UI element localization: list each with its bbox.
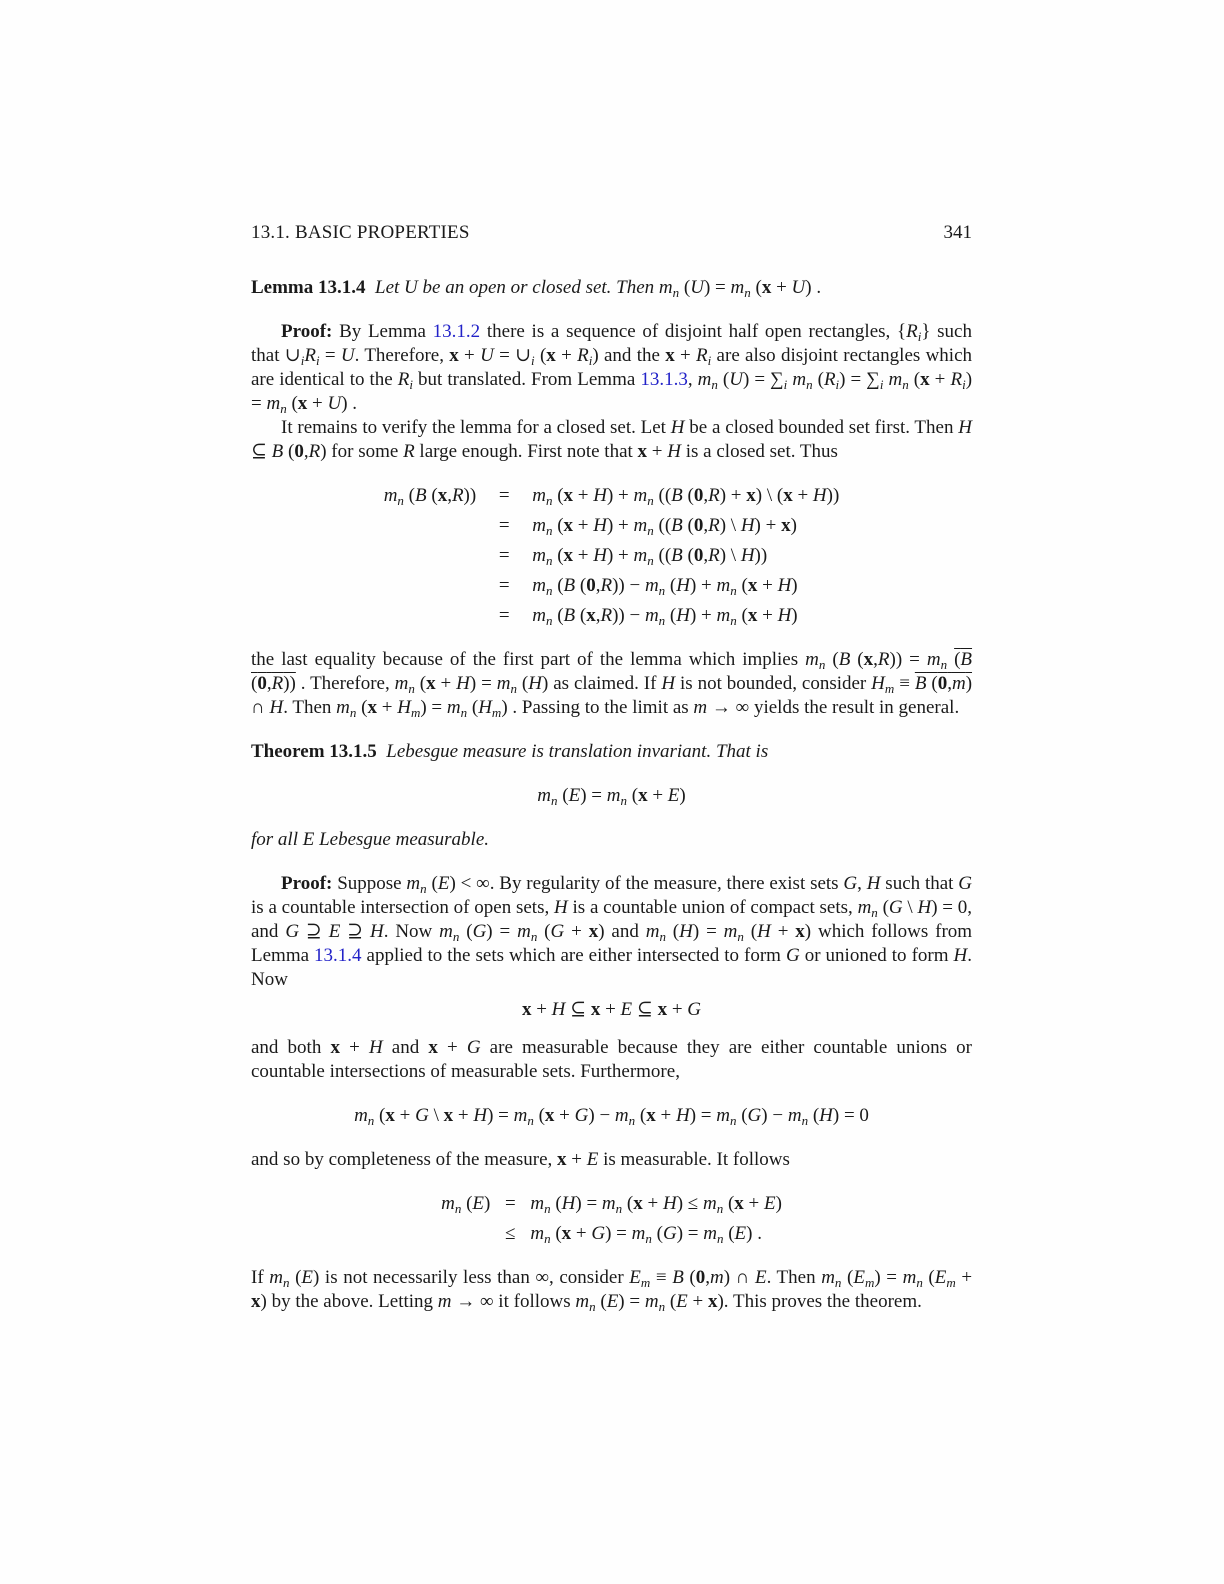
page-header [251,221,972,245]
lemma-statement: Lemma 13.1.4 Let U be an open or closed set. Then $m_n$ $(U) = m_n$ (x + U) . [251,277,822,300]
measurable-paragraph: and both x + H and x + G are measurable because they are either countable unions or countable intersections of measurable sets. Furthermore, [251,1037,973,1082]
page-body [251,276,972,1314]
equation-array-1: $m_n$ (B (x,R)) = $m_n$ $(x + H) + m_n$ ((B (0,R) + x) \ (x + H)) = $m_n$ $(x + H) + m_n$ ((B (0,R) \ H) + x) = $m_n$ $(x + H) + m_n$ ((B (0,R) \ H)) = $m_n$ (B $(0,R)) - m_n$ $(H) + m_n$ (x + H) = $m_n$ (B $(x,R)) - m_n$ $(H) + m_n$ (x + H) [383,485,840,628]
proof-label: Proof: [281,321,333,342]
lemma-proof: Proof: By Lemma 13.1.2 there is a sequence of disjoint half open rectangles, $\{R_i\}$ such that $\cup_iR_i = U$. Therefore, $x + U = \cup_i$ $(x + R_i)$ and the $x + R_i$ are also disjoint rectangles which are identical to the $R_i$ but translated. From Lemma 13.1.3, $m_n$ $(U) = \sum_i$ $m_n$ $(R_i) = \sum_i$ $m_n$ $(x + R_i) = m_n$ (x + U) . [251,321,973,416]
running-title: 13.1. BASIC PROPERTIES [251,222,470,243]
last-equality-paragraph: the last equality because of the first part of the lemma which implies $m_n$ (B $(x,R)) = m_n$ (B (0,R)) . Therefore, $m_n$ $(x + H) = m_n$ (H) as claimed. If H is not bounded, consider $H_m \equiv B$ (0,m) ∩ H. Then $m_n$ $(x + H_m) = m_n$ $(H_m)$ . Passing to the limit as m → ∞ yields the result in general. [251,649,973,720]
proof-label-2: Proof: [281,873,333,894]
theorem-statement: Theorem 13.1.5 Lebesgue measure is translation invariant. That is [251,741,769,762]
lemma-label: Lemma 13.1.4 [251,277,366,298]
completeness-paragraph: and so by completeness of the measure, x + E is measurable. It follows [251,1149,790,1170]
page-number: 341 [943,222,972,243]
equation-array-2: $m_n$ (E) = $m_n$ $(H) = m_n$ $(x + H) \le m_n$ (x + E) ≤ $m_n$ $(x + G) = m_n$ $(G) = m_n$ (E) . [441,1193,782,1246]
final-paragraph: If $m_n$ (E) is not necessarily less than ∞, consider $E_m \equiv B$ (0,m) ∩ E. Then $m_n$ $(E_m) = m_n$ $(E_m + x)$ by the above. Letting m → ∞ it follows $m_n$ $(E) = m_n$ (E + x). This proves the theorem. [251,1267,973,1314]
theorem-proof: Proof: Suppose $m_n$ (E) < ∞. By regularity of the measure, there exist sets G, H such that G is a countable intersection of open sets, H is a countable union of compact sets, $m_n$ (G \ H) = 0, and G ⊇ E ⊇ H. Now $m_n$ $(G) = m_n$ (G + x) and $m_n$ $(H) = m_n$ (H + x) which follows from Lemma 13.1.4 applied to the sets which are either intersected to form G or unioned to form H. Now [251,873,973,990]
equation-difference: $m_n$ (x + G \ $x + H) = m_n$ $(x + G) - m_n$ $(x + H) = m_n$ $(G) - m_n$ (H) = 0 [354,1105,869,1128]
theorem-lemma-link[interactable]: 13.1.4 [314,945,362,966]
equation-translation: $m_n$ $(E) = m_n$ (x + E) [537,785,686,808]
closed-set-paragraph: It remains to verify the lemma for a closed set. Let H be a closed bounded set first. Then H ⊆ B (0,R) for some R large enough. First note that x + H is a closed set. Thus [251,417,972,462]
lemma-link-b[interactable]: 13.1.3 [640,369,688,390]
theorem-label: Theorem 13.1.5 [251,741,377,762]
lemma-link-a[interactable]: 13.1.2 [432,321,481,342]
equation-inclusion: x + H ⊆ x + E ⊆ x + G [521,999,702,1020]
theorem-statement-end: for all E Lebesgue measurable. [251,829,490,850]
